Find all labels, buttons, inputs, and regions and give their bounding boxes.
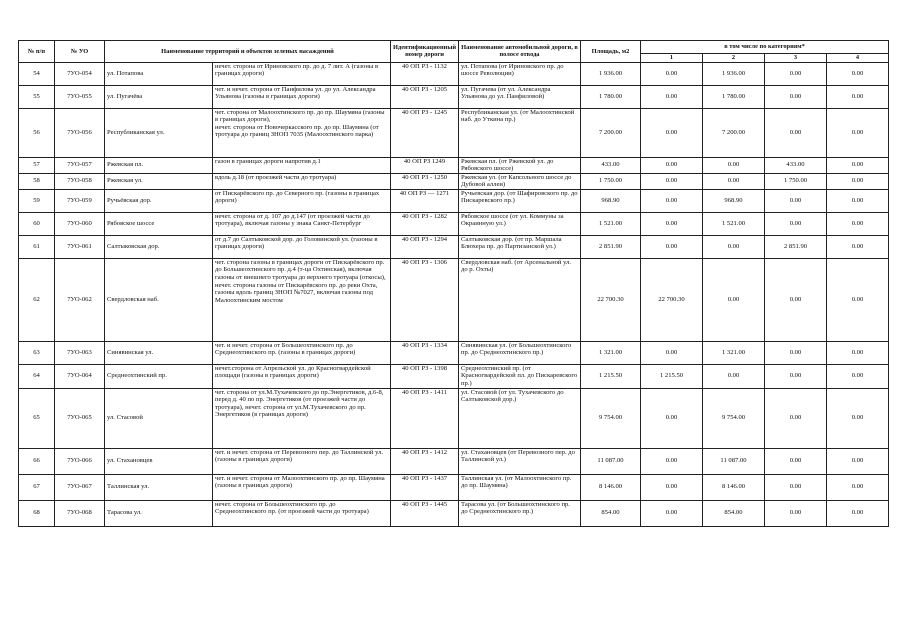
road-name: Среднеохтинский пр. (от Красногвардейской пл. до Пискаревского пр.) [459,364,581,388]
area-cat-1: 0.00 [641,189,703,212]
table-row [19,258,889,341]
area-cat-2: 1 780.00 [703,85,765,108]
area-cat-1: 0.00 [641,62,703,85]
header-num: № п/п [19,41,55,63]
area-cat-1: 22 700.30 [641,258,703,341]
area-cat-4: 0.00 [827,85,889,108]
area-cat-3: 0.00 [765,448,827,474]
area-total: 1 215.50 [581,364,641,388]
row-number: 60 [19,212,55,235]
header-id: Идентификационный номер дороги [391,41,459,63]
area-cat-4: 0.00 [827,189,889,212]
header-name: Наименование территорий и объектов зеленых насаждений [105,41,391,63]
area-cat-2: 8 146.00 [703,474,765,500]
table-body [19,62,889,526]
area-cat-1: 0.00 [641,474,703,500]
area-cat-2: 968.90 [703,189,765,212]
row-number: 67 [19,474,55,500]
area-cat-1: 0.00 [641,500,703,526]
table-row [19,474,889,500]
table-row [19,235,889,258]
uo-code: 7УО-068 [55,500,105,526]
area-cat-4: 0.00 [827,388,889,448]
area-cat-2: 1 521.00 [703,212,765,235]
object-description: нечет. сторона от Ириновского пр. до д. 7 лит. А (газоны в границах дороги) [213,62,391,85]
uo-code: 7УО-054 [55,62,105,85]
object-name: Рябовское шоссе [105,212,213,235]
road-name: Таллинская ул. (от Малоохтинского пр. до пр. Шаумяна) [459,474,581,500]
row-number: 62 [19,258,55,341]
area-cat-2: 1 321.00 [703,341,765,364]
table-row [19,341,889,364]
uo-code: 7УО-062 [55,258,105,341]
road-name: ул. Стасовой (от ул. Тухачевского до Салтыковской дор.) [459,388,581,448]
road-name: Ржевская ул. (от Капсольного шоссе до Дубовой аллеи) [459,173,581,189]
row-number: 55 [19,85,55,108]
object-name: Ручьёвская дор. [105,189,213,212]
object-description: чет. и нечет. сторона от Большеохтинского пр. до Среднеохтинского пр. (газоны в границах дороги) [213,341,391,364]
uo-code: 7УО-066 [55,448,105,474]
header-cat-1: 1 [641,54,703,63]
area-cat-3: 0.00 [765,364,827,388]
green-areas-table [18,40,889,527]
area-total: 968.90 [581,189,641,212]
object-name: Республиканская ул. [105,108,213,157]
area-cat-3: 0.00 [765,388,827,448]
area-total: 11 087.00 [581,448,641,474]
row-number: 63 [19,341,55,364]
uo-code: 7УО-065 [55,388,105,448]
area-total: 1 521.00 [581,212,641,235]
uo-code: 7УО-063 [55,341,105,364]
row-number: 68 [19,500,55,526]
row-number: 56 [19,108,55,157]
area-cat-2: 0.00 [703,364,765,388]
object-description: от Пискарёвского пр. до Северного пр. (газоны в границах дороги) [213,189,391,212]
road-name: Ручьевская дор. (от Шафировского пр. до Пискаревского пр.) [459,189,581,212]
area-cat-4: 0.00 [827,258,889,341]
road-id: 40 ОП РЗ - 1245 [391,108,459,157]
header-area: Площадь, м2 [581,41,641,63]
object-name: Синявинская ул. [105,341,213,364]
area-cat-3: 0.00 [765,108,827,157]
object-description: чет. и нечет. сторона от Малоохтинского пр. до пр. Шаумяна (газоны в границах дороги) [213,474,391,500]
header-uo: № УО [55,41,105,63]
area-cat-3: 0.00 [765,258,827,341]
area-total: 1 750.00 [581,173,641,189]
uo-code: 7УО-059 [55,189,105,212]
uo-code: 7УО-060 [55,212,105,235]
object-name: ул. Стахановцев [105,448,213,474]
area-cat-4: 0.00 [827,500,889,526]
road-name: Свердловская наб. (от Арсенальной ул. до р. Охты) [459,258,581,341]
road-id: 40 ОП РЗ - 1412 [391,448,459,474]
area-cat-4: 0.00 [827,108,889,157]
area-total: 7 200.00 [581,108,641,157]
area-cat-4: 0.00 [827,448,889,474]
row-number: 61 [19,235,55,258]
area-cat-2: 0.00 [703,258,765,341]
area-cat-3: 1 750.00 [765,173,827,189]
uo-code: 7УО-058 [55,173,105,189]
area-cat-2: 1 936.00 [703,62,765,85]
area-cat-4: 0.00 [827,62,889,85]
road-id: 40 ОП РЗ - 1334 [391,341,459,364]
road-id: 40 ОП РЗ - 1205 [391,85,459,108]
object-name: ул. Потапова [105,62,213,85]
road-name: ул. Потапова (от Ириновского пр. до шоссе Революции) [459,62,581,85]
area-cat-1: 0.00 [641,235,703,258]
area-cat-1: 0.00 [641,448,703,474]
header-cat-4: 4 [827,54,889,63]
area-cat-3: 0.00 [765,62,827,85]
area-total: 1 321.00 [581,341,641,364]
header-cat-3: 3 [765,54,827,63]
object-name: Таллинская ул. [105,474,213,500]
object-description: нечет. сторона от Большеохтинского пр. до Среднеохтинского пр. (от проезжей части до тротуара) [213,500,391,526]
area-total: 854.00 [581,500,641,526]
table-row [19,448,889,474]
area-cat-1: 1 215.50 [641,364,703,388]
area-cat-3: 0.00 [765,474,827,500]
area-total: 1 936.00 [581,62,641,85]
object-description: чет. и нечет. сторона от Панфилова ул. до ул. Александра Ульянова (газоны в границах дороги) [213,85,391,108]
road-name: Синявинская ул. (от Большеохтинского пр. до Среднеохтинского пр.) [459,341,581,364]
area-cat-4: 0.00 [827,173,889,189]
area-cat-1: 0.00 [641,341,703,364]
area-cat-3: 433.00 [765,157,827,173]
row-number: 59 [19,189,55,212]
area-cat-1: 0.00 [641,173,703,189]
area-cat-1: 0.00 [641,157,703,173]
area-cat-2: 0.00 [703,235,765,258]
uo-code: 7УО-064 [55,364,105,388]
area-cat-3: 0.00 [765,85,827,108]
row-number: 65 [19,388,55,448]
road-id: 40 ОП РЗ - 1306 [391,258,459,341]
header-categories: в том числе по категориям* [641,41,889,54]
row-number: 66 [19,448,55,474]
road-name: Салтыковская дор. (от пр. Маршала Блюхера пр. до Партизанской ул.) [459,235,581,258]
object-name: ул. Стасовой [105,388,213,448]
area-cat-1: 0.00 [641,388,703,448]
row-number: 57 [19,157,55,173]
road-id: 40 ОП РЗ - 1445 [391,500,459,526]
area-cat-2: 7 200.00 [703,108,765,157]
object-name: Тарасова ул. [105,500,213,526]
uo-code: 7УО-067 [55,474,105,500]
object-name: Ржевская ул. [105,173,213,189]
object-name: Салтыковская дор. [105,235,213,258]
area-cat-2: 11 087.00 [703,448,765,474]
road-id: 40 ОП РЗ 1249 [391,157,459,173]
object-description: чет. сторона от Малоохтинского пр. до пр. Шаумяна (газоны в границах дороги), нечет. сторона от Новочеркасского пр. до пр. Шаумяна (от тротуара до границ ЗНОП 7035 (Малоохтинского парка) [213,108,391,157]
road-name: Рябовское шоссе (от ул. Коммуны за Окраинную ул.) [459,212,581,235]
area-cat-4: 0.00 [827,157,889,173]
area-cat-4: 0.00 [827,212,889,235]
area-cat-4: 0.00 [827,235,889,258]
area-total: 8 146.00 [581,474,641,500]
table-row [19,62,889,85]
road-name: Тарасова ул. (от Большеохтинского пр. до Среднеохтинского пр.) [459,500,581,526]
table-row [19,108,889,157]
object-name: Свердловская наб. [105,258,213,341]
road-name: ул. Пугачева (от ул. Александра Ульянова до ул. Панфиловой) [459,85,581,108]
table-row [19,500,889,526]
object-name: Среднеохтинский пр. [105,364,213,388]
object-description: нечет. сторона от д. 107 до д.147 (от проезжей части до тротуара), включая газоны у знака Санкт-Петербург [213,212,391,235]
area-cat-1: 0.00 [641,85,703,108]
road-id: 40 ОП РЗ - 1132 [391,62,459,85]
row-number: 64 [19,364,55,388]
area-cat-2: 0.00 [703,173,765,189]
area-cat-1: 0.00 [641,212,703,235]
road-id: 40 ОП РЗ - 1294 [391,235,459,258]
object-name: Ржевская пл. [105,157,213,173]
table-row [19,212,889,235]
area-total: 22 700.30 [581,258,641,341]
road-id: 40 ОП РЗ — 1271 [391,189,459,212]
road-id: 40 ОП РЗ - 1437 [391,474,459,500]
area-cat-2: 0.00 [703,157,765,173]
road-id: 40 ОП РЗ - 1398 [391,364,459,388]
road-name: ул. Стахановцев (от Перевозного пер. до Таллинской ул.) [459,448,581,474]
object-description: чет. сторона газоны в границах дороги от Пискарёвского пр. до Большеохтинского пр. д.4 (т-ца Охтинская), включая газоны от внешнего тротуара до верхнего тротуара (откосы), нечет. сторона газоны от Пискарёвского пр. до реки Охта, газоны вдоль границ ЗНОП №7027, включая газоны под Малоохтинским мостом [213,258,391,341]
area-cat-3: 0.00 [765,212,827,235]
road-name: Республиканская ул. (от Малоохтинской наб. до Уткина пр.) [459,108,581,157]
area-cat-3: 0.00 [765,500,827,526]
object-description: от д.7 до Салтыковской дор. до Головинской ул. (газоны в границах дороги) [213,235,391,258]
area-cat-3: 0.00 [765,341,827,364]
uo-code: 7УО-055 [55,85,105,108]
area-cat-2: 854.00 [703,500,765,526]
area-cat-3: 0.00 [765,189,827,212]
object-description: газон в границах дороги напротив д.1 [213,157,391,173]
table-row [19,85,889,108]
header-row [19,41,889,54]
table-row [19,189,889,212]
object-description: чет. и нечет. сторона от Перевозного пер. до Таллинской ул. (газоны в границах дороги) [213,448,391,474]
header-road: Наименование автомобильной дороги, в полосе отвода [459,41,581,63]
row-number: 54 [19,62,55,85]
area-total: 9 754.00 [581,388,641,448]
area-cat-2: 9 754.00 [703,388,765,448]
object-description: вдоль д.18 (от проезжей части до тротуара) [213,173,391,189]
uo-code: 7УО-056 [55,108,105,157]
object-name: ул. Пугачёва [105,85,213,108]
uo-code: 7УО-061 [55,235,105,258]
road-id: 40 ОП РЗ - 1282 [391,212,459,235]
area-cat-4: 0.00 [827,364,889,388]
road-id: 40 ОП РЗ - 1250 [391,173,459,189]
object-description: чет. сторона от ул.М.Тухачевского до пр.Энергетиков, д.6-8, перед д. 40 по пр. Энергетиков (от проезжей части до тротуара), нечет. сторона от ул.М.Тухачевского до пр. Энергетиков (в границах дороги) [213,388,391,448]
row-number: 58 [19,173,55,189]
header-cat-2: 2 [703,54,765,63]
area-total: 433.00 [581,157,641,173]
area-cat-4: 0.00 [827,474,889,500]
object-description: нечет.сторона от Апрельской ул. до Красногвардейской площади (газоны в границах дороги) [213,364,391,388]
table-row [19,173,889,189]
table-row [19,364,889,388]
road-name: Ржевская пл. (от Ржевской ул. до Рябовского шоссе) [459,157,581,173]
area-total: 2 851.90 [581,235,641,258]
table-row [19,157,889,173]
area-total: 1 780.00 [581,85,641,108]
road-id: 40 ОП РЗ - 1411 [391,388,459,448]
area-cat-4: 0.00 [827,341,889,364]
document-sheet [18,40,888,527]
area-cat-1: 0.00 [641,108,703,157]
table-row [19,388,889,448]
uo-code: 7УО-057 [55,157,105,173]
area-cat-3: 2 851.90 [765,235,827,258]
